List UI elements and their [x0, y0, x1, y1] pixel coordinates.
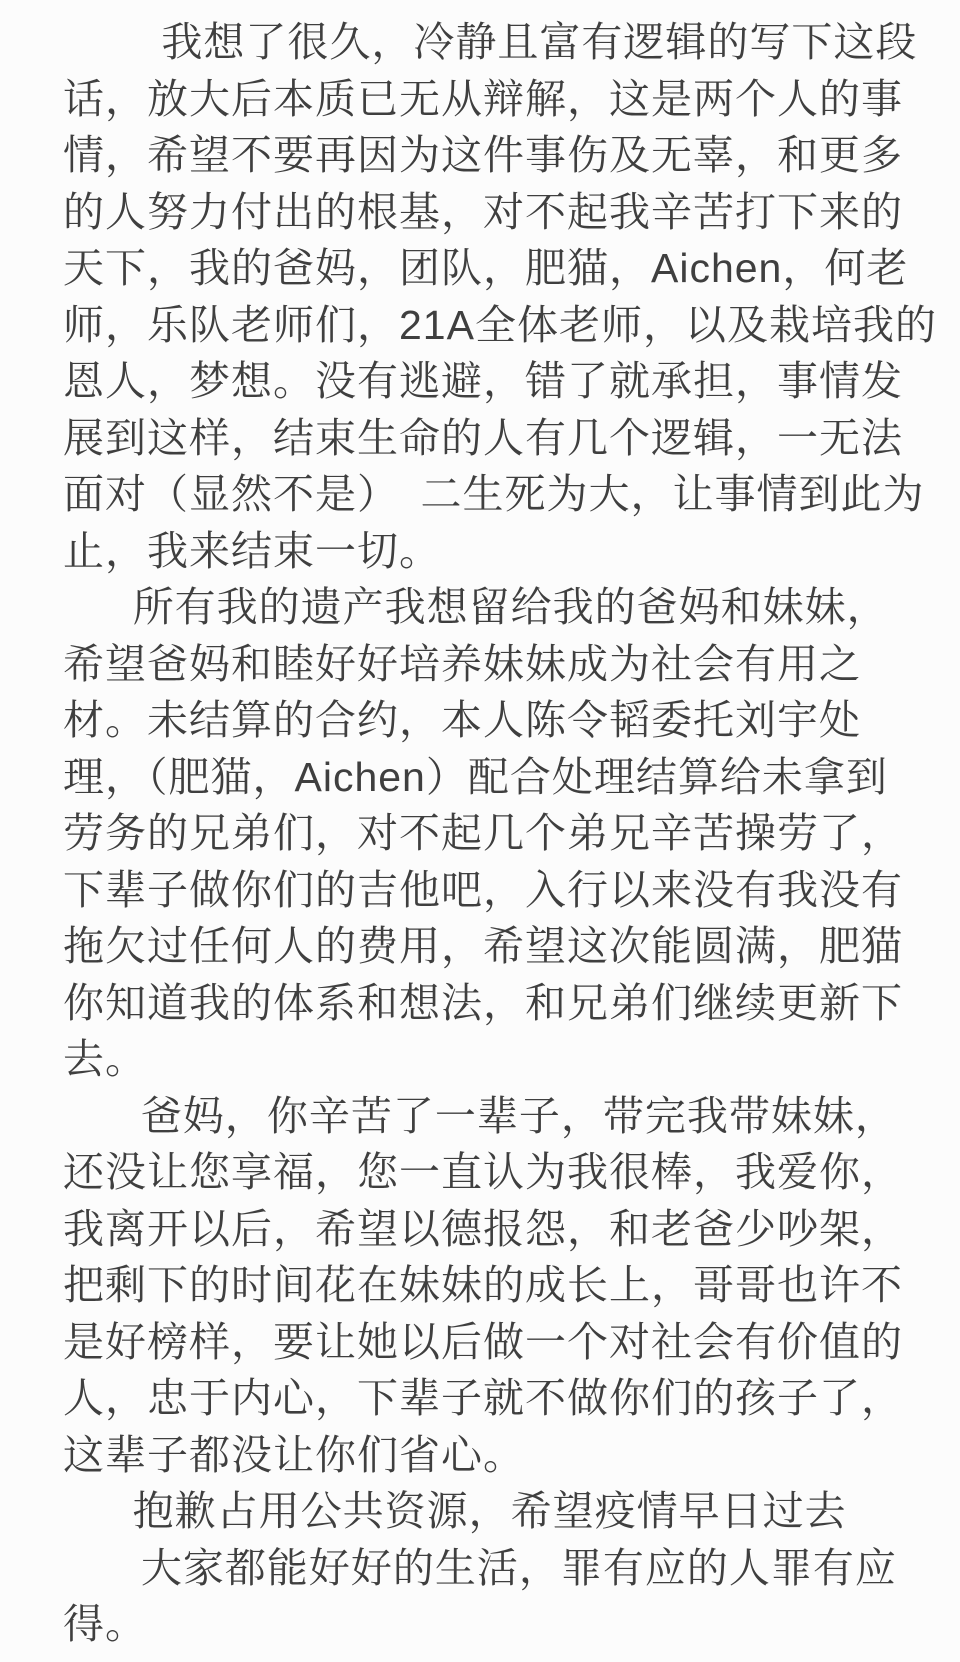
text-line: 师，乐队老师们，21A全体老师，以及栽培我的 [63, 301, 937, 348]
text-line: 爸妈，你辛苦了一辈子，带完我带妹妹， [140, 1092, 897, 1139]
text-line: 面对（显然不是） 二生死为大，让事情到此为 [63, 471, 925, 517]
text-line: 劳务的兄弟们，对不起几个弟兄辛苦操劳了， [63, 810, 903, 856]
text-line: 止，我来结束一切。 [63, 527, 441, 574]
text-line: 我想了很久，冷静且富有逻辑的写下这段 [161, 19, 918, 65]
paragraph-3 [63, 1088, 922, 1484]
text-line: 材。未结算的合约，本人陈令韬委托刘宇处 [63, 697, 861, 743]
text-line: 得。 [63, 1601, 147, 1647]
text-line: 去。 [63, 1036, 147, 1082]
text-line: 人，忠于内心，下辈子就不做你们的孩子了， [63, 1375, 903, 1421]
paragraph-4 [63, 1483, 922, 1540]
paragraph-5 [63, 1540, 922, 1653]
text-line: 展到这样，结束生命的人有几个逻辑，一无法 [63, 414, 903, 461]
text-line: 恩人，梦想。没有逃避，错了就承担，事情发 [63, 358, 903, 404]
text-line: 理，（肥猫，Aichen）配合处理结算给未拿到 [63, 753, 888, 800]
text-line: 所有我的遗产我想留给我的爸妈和妹妹， [132, 584, 889, 630]
text-line: 希望爸妈和睦好好培养妹妹成为社会有用之 [63, 640, 861, 687]
text-line: 抱歉占用公共资源，希望疫情早日过去 [132, 1488, 847, 1534]
text-line: 天下，我的爸妈，团队，肥猫，Aichen，何老 [63, 245, 909, 291]
text-line: 情，希望不要再因为这件事伤及无辜，和更多 [63, 132, 903, 178]
text-line: 大家都能好好的生活，罪有应的人罪有应 [140, 1544, 897, 1591]
text-line: 这辈子都没让你们省心。 [63, 1431, 525, 1478]
text-line: 的人努力付出的根基，对不起我辛苦打下来的 [63, 188, 903, 235]
text-line: 拖欠过任何人的费用，希望这次能圆满，肥猫 [63, 923, 903, 969]
paragraph-1 [63, 14, 937, 579]
text-line: 你知道我的体系和想法，和兄弟们继续更新下 [63, 979, 903, 1026]
text-line: 下辈子做你们的吉他吧，入行以来没有我没有 [63, 866, 903, 913]
text-line: 话，放大后本质已无从辩解，这是两个人的事 [63, 75, 903, 122]
text-line: 我离开以后，希望以德报怨，和老爸少吵架， [63, 1205, 903, 1252]
text-line: 还没让您享福，您一直认为我很棒，我爱你， [63, 1149, 903, 1195]
text-line: 把剩下的时间花在妹妹的成长上，哥哥也许不 [63, 1262, 903, 1308]
text-line: 是好榜样，要让她以后做一个对社会有价值的 [63, 1318, 903, 1365]
paragraph-2 [63, 579, 922, 1088]
